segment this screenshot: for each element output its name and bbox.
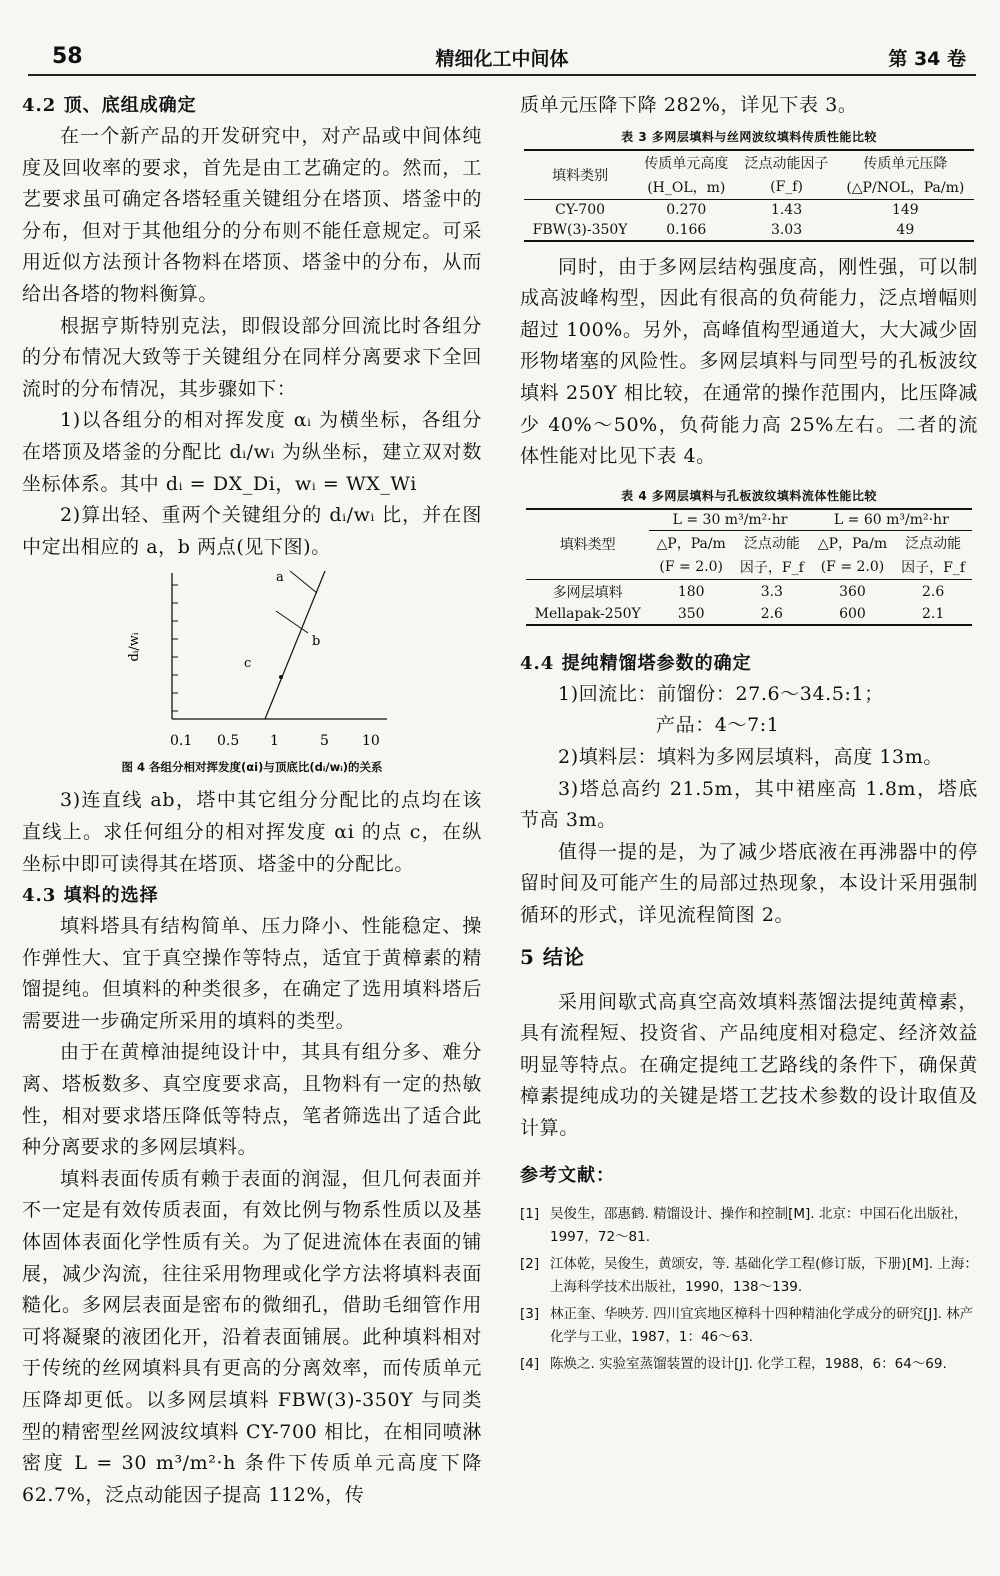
leader-a <box>290 571 317 593</box>
label-b: b <box>312 634 321 650</box>
section-4-3-title: 4.3 填料的选择 <box>22 885 159 907</box>
table-header: 填料类型 <box>526 509 649 580</box>
paragraph: 1)以各组分的相对挥发度 αᵢ 为横坐标，各组分在塔顶及塔釜的分配比 dᵢ/wᵢ 为纵坐标，建立双对数坐标体系。其中 dᵢ = DX_Di，wᵢ = WX_Wi <box>22 409 482 495</box>
references-title: 参考文献： <box>520 1165 615 1187</box>
x-tick-label: 10 <box>362 733 380 750</box>
figure-4-plot <box>22 567 482 757</box>
table-header: △P，Pa/m <box>656 535 726 552</box>
reference-item: [2] 江体乾，吴俊生，黄颂安，等. 基础化学工程(修订版，下册)[M]. 上海：上海科学技术出版社，1990，138～139. <box>520 1256 978 1296</box>
y-axis-label: dᵢ/wᵢ <box>127 632 142 662</box>
paragraph: 由于在黄樟油提纯设计中，其具有组分多、难分离、塔板数多、真空度要求高，且物料有一定的热敏性，相对要求塔压降低等特点，笔者筛选出了适合此种分离要求的多网层填料。 <box>22 1041 482 1159</box>
table-cell: 180 <box>677 583 705 600</box>
left-column <box>22 90 482 1511</box>
table-header: 填料类别 <box>524 150 636 200</box>
table-cell: 3.03 <box>770 221 803 238</box>
table-cell: 350 <box>677 605 705 622</box>
page-number: 58 <box>52 44 83 69</box>
table-cell: Mellapak-250Y <box>534 605 641 622</box>
table-cell: 0.166 <box>666 221 707 238</box>
table-header: 泛点动能因子 <box>744 155 829 172</box>
paragraph: 采用间歇式高真空高效填料蒸馏法提纯黄樟素，具有流程短、投资省、产品纯度相对稳定、经济效益明显等特点。在确定提纯工艺路线的条件下，确保黄樟素提纯成功的关键是塔工艺技术参数的设计取值及计算。 <box>520 990 978 1139</box>
table-row <box>524 199 974 220</box>
paragraph: 填料表面传质有赖于表面的润湿，但几何表面并不一定是有效传质表面，有效比例与物系性质以及基体固体表面化学性质有关。为了促进流体在表面的铺展，减少沟流，往往采用物理或化学方法将填料表面糙化。多网层表面是密布的微细孔，借助毛细管作用可将凝聚的液团化开，沿着表面铺展。此种填料相对于传统的丝网填料具有更高的分离效率，而传质单元压降却更低。以多网层填料 FBW(3)-350Y 与同类型的精密型丝网波纹填料 CY-700 相比，在相同喷淋密度 L = 30 m³/m²·h 条件下传质单元高度下降 62.7%，泛点动能因子提高 112%，传 <box>22 1167 482 1506</box>
point-c <box>279 675 283 679</box>
table-cell: 149 <box>891 201 919 218</box>
journal-title: 精细化工中间体 <box>435 48 569 70</box>
table-cell: 多网层填料 <box>552 584 623 601</box>
paragraph: 在一个新产品的开发研究中，对产品或中间体纯度及回收率的要求，首先是由工艺确定的。然而，工艺要求虽可确定各塔轻重关键组分在塔顶、塔釜中的分布，但对于其他组分的分布则不能任意规定。可采用近似方法预计各物料在塔顶、塔釜中的分布，从而给出各塔的物料衡算。 <box>22 125 482 305</box>
table-cell: 2.1 <box>922 605 945 622</box>
table-header: (F = 2.0) <box>820 558 885 575</box>
param-line: 1)回流比：前馏份：27.6～34.5:1； <box>558 682 884 705</box>
table-4-caption: 表 4 多网层填料与孔板波纹填料流体性能比较 <box>621 488 877 503</box>
figure-4 <box>22 567 482 757</box>
table-header: (F = 2.0) <box>659 558 723 575</box>
table-cell: 2.6 <box>760 605 783 622</box>
paragraph: 同时，由于多网层结构强度高，刚性强，可以制成高波峰构型，因此有很高的负荷能力，泛点增幅则超过 100%。另外，高峰值构型通道大，大大减少固形物堵塞的风险性。多网层填料与同型号的孔板波纹填料 250Y 相比较，在通常的操作范围内，比压降减少 40%～50%，负荷能力高 25%左右。二者的流体性能对比见下表 4。 <box>520 255 978 468</box>
reference-item: [1] 吴俊生，邵惠鹤. 精馏设计、操作和控制[M]. 北京：中国石化出版社，1997，72～81. <box>520 1206 968 1246</box>
table-header: 传质单元高度 <box>644 155 729 172</box>
volume-label: 第 34 卷 <box>888 48 966 70</box>
table-cell: 3.3 <box>760 583 783 600</box>
table-cell: 600 <box>839 605 866 622</box>
paragraph: 值得一提的是，为了减少塔底液在再沸器中的停留时间及可能产生的局部过热现象，本设计采用强制循环的形式，详见流程简图 2。 <box>520 840 978 926</box>
paragraph: 3)连直线 ab，塔中其它组分分配比的点均在该直线上。求任何组分的相对挥发度 αi 的点 c，在纵坐标中即可读得其在塔顶、塔釜中的分配比。 <box>22 789 482 875</box>
table-3 <box>524 149 974 242</box>
leader-b <box>276 611 308 633</box>
paragraph: 根据亨斯特别克法，即假设部分回流比时各组分的分布情况大致等于关键组分在同样分离要求下全回流时的分布情况，其步骤如下： <box>22 314 482 400</box>
x-tick-label: 5 <box>320 733 329 750</box>
paragraph: 填料塔具有结构简单、压力降小、性能稳定、操作弹性大、宜于真空操作等特点，适宜于黄樟素的精馏提纯。但填料的种类很多，在确定了选用填料塔后需要进一步确定所采用的填料的类型。 <box>22 915 482 1032</box>
table-row <box>526 579 972 604</box>
x-tick-label: 0.1 <box>170 733 193 750</box>
table-header: △P，Pa/m <box>817 535 888 552</box>
x-tick-label: 0.5 <box>217 733 240 750</box>
label-c: c <box>244 656 252 672</box>
table-cell: FBW(3)-350Y <box>532 221 628 238</box>
section-5-title: 5 结论 <box>520 944 585 969</box>
table-cell: 2.6 <box>922 583 945 600</box>
table-unit: (F_f) <box>770 178 803 195</box>
table-unit: (H_OL，m) <box>647 179 726 196</box>
table-header: L = 30 m³/m²·hr <box>649 509 810 531</box>
label-a: a <box>276 570 284 586</box>
section-4-2-title: 4.2 顶、底组成确定 <box>22 95 197 116</box>
table-cell: 1.43 <box>770 201 803 218</box>
running-header <box>28 38 976 76</box>
table-header: 泛点动能 <box>905 535 962 552</box>
table-header: 因子，F_f <box>901 559 966 576</box>
reference-item: [3] 林正奎、华映芳. 四川宜宾地区樟科十四种精油化学成分的研究[J]. 林产化学与工业，1987，1：46～63. <box>520 1306 974 1346</box>
section-4-4-title: 4.4 提纯精馏塔参数的确定 <box>520 652 752 674</box>
references-list <box>520 1203 978 1376</box>
right-column <box>520 90 978 1380</box>
table-cell: CY-700 <box>555 201 606 218</box>
param-line: 2)填料层：填料为多网层填料，高度 13m。 <box>558 745 943 768</box>
table-row <box>526 604 972 625</box>
table-cell: 0.270 <box>666 201 707 218</box>
table-4 <box>526 508 972 626</box>
table-unit: (△P/NOL，Pa/m) <box>846 179 965 196</box>
paragraph: 2)算出轻、重两个关键组分的 dᵢ/wᵢ 比，并在图中定出相应的 a，b 两点(见下图)。 <box>22 504 482 558</box>
table-cell: 360 <box>839 583 866 600</box>
table-header: 因子，F_f <box>739 559 804 576</box>
table-row <box>524 220 974 241</box>
table-header: 传质单元压降 <box>863 155 948 172</box>
reference-item: [4] 陈焕之. 实验室蒸馏装置的设计[J]. 化学工程，1988，6：64～69. <box>520 1356 947 1373</box>
table-header: L = 60 m³/m²·hr <box>811 509 972 531</box>
table-cell: 49 <box>896 221 915 238</box>
table-3-caption: 表 3 多网层填料与丝网波纹填料传质性能比较 <box>621 129 877 144</box>
y-ticks <box>172 585 178 711</box>
paragraph: 质单元压降下降 282%，详见下表 3。 <box>520 94 858 116</box>
x-tick-label: 1 <box>270 733 279 750</box>
param-line: 3)塔总高约 21.5m，其中裙座高 1.8m，塔底节高 3m。 <box>520 777 978 832</box>
param-line: 产品：4～7:1 <box>656 714 780 737</box>
table-header: 泛点动能 <box>743 535 800 552</box>
figure-4-caption: 图 4 各组分相对挥发度(αi)与顶底比(dᵢ/wᵢ)的关系 <box>121 760 383 775</box>
